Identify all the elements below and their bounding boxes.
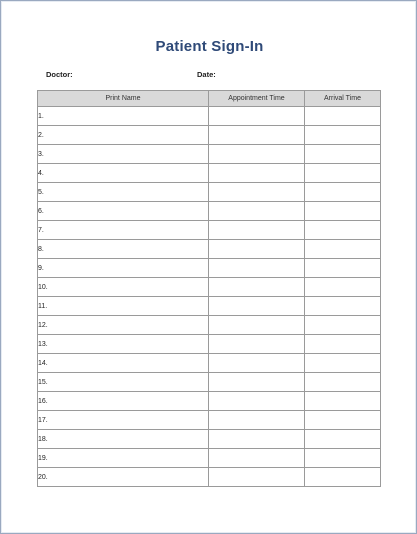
row-number: 3. bbox=[38, 150, 44, 158]
table-row bbox=[38, 240, 381, 259]
arrival-time-cell[interactable] bbox=[305, 316, 381, 335]
print-name-cell[interactable] bbox=[38, 278, 209, 297]
row-number: 13. bbox=[38, 340, 48, 348]
print-name-cell[interactable] bbox=[38, 430, 209, 449]
arrival-time-cell[interactable] bbox=[305, 411, 381, 430]
table-row bbox=[38, 278, 381, 297]
arrival-time-cell[interactable] bbox=[305, 468, 381, 487]
arrival-time-cell[interactable] bbox=[305, 126, 381, 145]
table-row bbox=[38, 259, 381, 278]
table-row bbox=[38, 164, 381, 183]
print-name-cell[interactable] bbox=[38, 183, 209, 202]
appointment-time-cell[interactable] bbox=[209, 373, 305, 392]
appointment-time-cell[interactable] bbox=[209, 145, 305, 164]
arrival-time-cell[interactable] bbox=[305, 164, 381, 183]
appointment-time-cell[interactable] bbox=[209, 164, 305, 183]
row-number: 12. bbox=[38, 321, 48, 329]
table-row bbox=[38, 449, 381, 468]
print-name-cell[interactable] bbox=[38, 316, 209, 335]
row-number: 19. bbox=[38, 454, 48, 462]
row-number: 16. bbox=[38, 397, 48, 405]
table-row bbox=[38, 145, 381, 164]
arrival-time-cell[interactable] bbox=[305, 392, 381, 411]
table-row bbox=[38, 202, 381, 221]
header-print-name: Print Name bbox=[38, 91, 209, 107]
row-number: 11. bbox=[38, 302, 48, 310]
date-label: Date: bbox=[197, 70, 216, 79]
appointment-time-cell[interactable] bbox=[209, 316, 305, 335]
table-row bbox=[38, 354, 381, 373]
table-row bbox=[38, 126, 381, 145]
print-name-cell[interactable] bbox=[38, 468, 209, 487]
row-number: 2. bbox=[38, 131, 44, 139]
table-row bbox=[38, 430, 381, 449]
table-row bbox=[38, 183, 381, 202]
print-name-cell[interactable] bbox=[38, 202, 209, 221]
arrival-time-cell[interactable] bbox=[305, 449, 381, 468]
arrival-time-cell[interactable] bbox=[305, 430, 381, 449]
arrival-time-cell[interactable] bbox=[305, 335, 381, 354]
table-row bbox=[38, 468, 381, 487]
print-name-cell[interactable] bbox=[38, 392, 209, 411]
table-row bbox=[38, 221, 381, 240]
appointment-time-cell[interactable] bbox=[209, 259, 305, 278]
print-name-cell[interactable] bbox=[38, 107, 209, 126]
print-name-cell[interactable] bbox=[38, 449, 209, 468]
appointment-time-cell[interactable] bbox=[209, 202, 305, 221]
table-row bbox=[38, 107, 381, 126]
arrival-time-cell[interactable] bbox=[305, 259, 381, 278]
table-row bbox=[38, 297, 381, 316]
row-number: 9. bbox=[38, 264, 44, 272]
appointment-time-cell[interactable] bbox=[209, 240, 305, 259]
doctor-label: Doctor: bbox=[46, 70, 73, 79]
row-number: 17. bbox=[38, 416, 48, 424]
header-arrival-time: Arrival Time bbox=[305, 91, 381, 107]
print-name-cell[interactable] bbox=[38, 221, 209, 240]
appointment-time-cell[interactable] bbox=[209, 468, 305, 487]
appointment-time-cell[interactable] bbox=[209, 449, 305, 468]
row-number: 6. bbox=[38, 207, 44, 215]
row-number: 8. bbox=[38, 245, 44, 253]
appointment-time-cell[interactable] bbox=[209, 335, 305, 354]
print-name-cell[interactable] bbox=[38, 373, 209, 392]
table-row bbox=[38, 316, 381, 335]
table-row bbox=[38, 392, 381, 411]
row-number: 5. bbox=[38, 188, 44, 196]
row-number: 7. bbox=[38, 226, 44, 234]
row-number: 15. bbox=[38, 378, 48, 386]
print-name-cell[interactable] bbox=[38, 335, 209, 354]
arrival-time-cell[interactable] bbox=[305, 297, 381, 316]
page-title: Patient Sign-In bbox=[155, 38, 264, 55]
appointment-time-cell[interactable] bbox=[209, 183, 305, 202]
print-name-cell[interactable] bbox=[38, 297, 209, 316]
appointment-time-cell[interactable] bbox=[209, 430, 305, 449]
arrival-time-cell[interactable] bbox=[305, 107, 381, 126]
arrival-time-cell[interactable] bbox=[305, 202, 381, 221]
row-number: 18. bbox=[38, 435, 48, 443]
print-name-cell[interactable] bbox=[38, 411, 209, 430]
header-appointment-time: Appointment Time bbox=[209, 91, 305, 107]
appointment-time-cell[interactable] bbox=[209, 392, 305, 411]
print-name-cell[interactable] bbox=[38, 126, 209, 145]
table-row bbox=[38, 373, 381, 392]
appointment-time-cell[interactable] bbox=[209, 278, 305, 297]
sign-in-table bbox=[37, 90, 381, 487]
arrival-time-cell[interactable] bbox=[305, 221, 381, 240]
print-name-cell[interactable] bbox=[38, 354, 209, 373]
appointment-time-cell[interactable] bbox=[209, 297, 305, 316]
table-body bbox=[38, 107, 381, 487]
appointment-time-cell[interactable] bbox=[209, 354, 305, 373]
appointment-time-cell[interactable] bbox=[209, 126, 305, 145]
row-number: 1. bbox=[38, 112, 44, 120]
arrival-time-cell[interactable] bbox=[305, 354, 381, 373]
row-number: 4. bbox=[38, 169, 44, 177]
appointment-time-cell[interactable] bbox=[209, 411, 305, 430]
print-name-cell[interactable] bbox=[38, 164, 209, 183]
arrival-time-cell[interactable] bbox=[305, 145, 381, 164]
print-name-cell[interactable] bbox=[38, 259, 209, 278]
print-name-cell[interactable] bbox=[38, 145, 209, 164]
arrival-time-cell[interactable] bbox=[305, 183, 381, 202]
row-number: 10. bbox=[38, 283, 48, 291]
row-number: 20. bbox=[38, 473, 48, 481]
arrival-time-cell[interactable] bbox=[305, 373, 381, 392]
arrival-time-cell[interactable] bbox=[305, 278, 381, 297]
arrival-time-cell[interactable] bbox=[305, 240, 381, 259]
appointment-time-cell[interactable] bbox=[209, 107, 305, 126]
table-row bbox=[38, 411, 381, 430]
table-row bbox=[38, 335, 381, 354]
print-name-cell[interactable] bbox=[38, 240, 209, 259]
row-number: 14. bbox=[38, 359, 48, 367]
appointment-time-cell[interactable] bbox=[209, 221, 305, 240]
table-header-row bbox=[38, 91, 381, 107]
